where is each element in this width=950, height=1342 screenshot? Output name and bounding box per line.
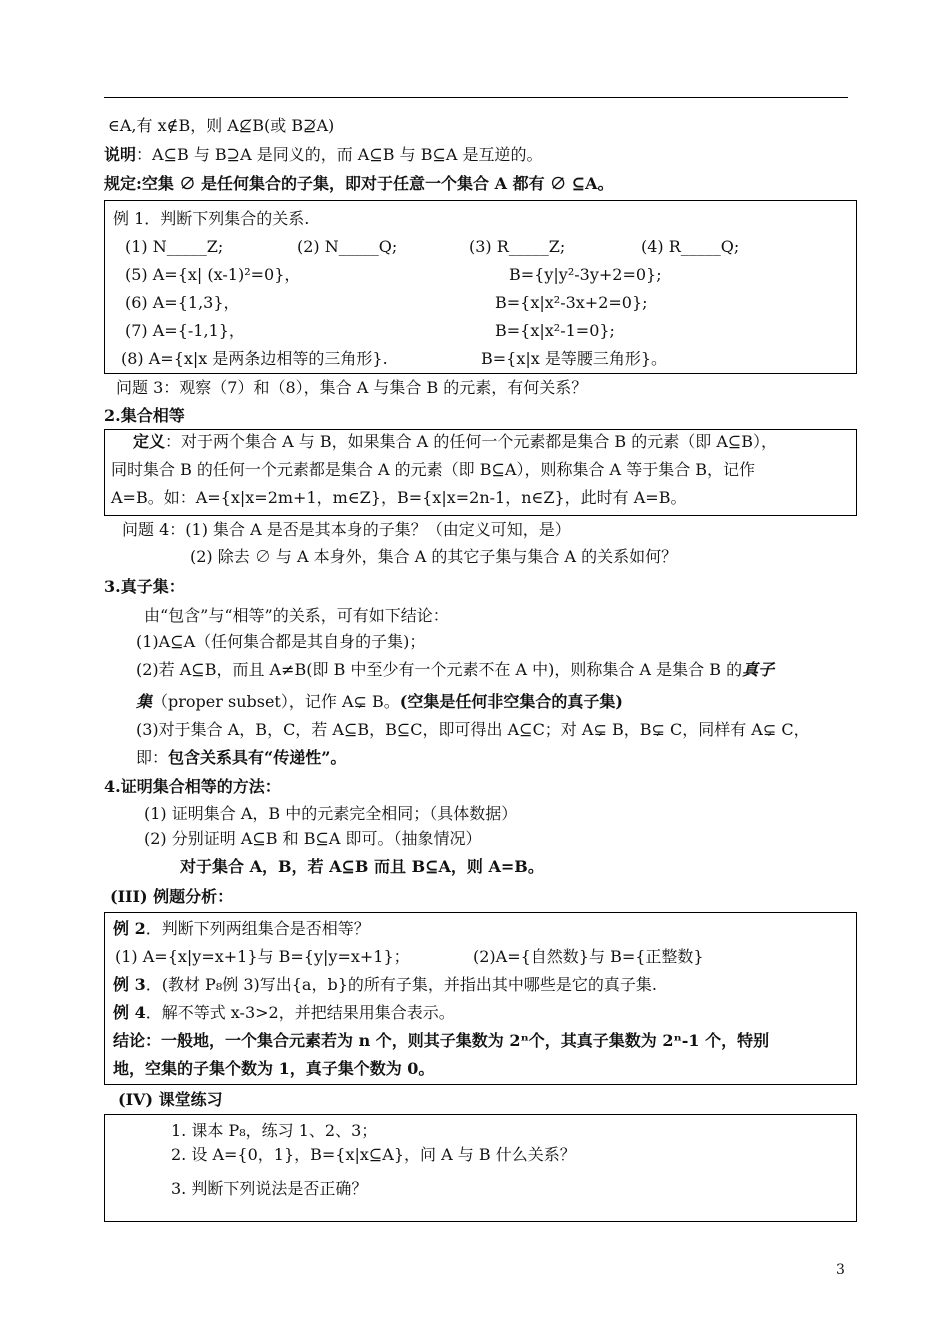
section3-point [136,692,623,712]
example3 [113,975,657,995]
explain-text: ：A⊆B 与 B⊇A 是同义的，而 A⊆B 与 B⊆A 是互逆的。 [136,145,543,164]
question4-part2: (2) 除去 ∅ 与 A 本身外，集合 A 的其它子集与集合 A 的关系如何？ [190,547,678,566]
section2-heading: 2.集合相等 [104,406,185,425]
example1-item: (7) A={-1,1}， [125,321,245,340]
definition-text: ：对于两个集合 A 与 B，如果集合 A 的任何一个元素都是集合 B 的元素（即 A⊆B）， [165,432,778,451]
section4-conclusion: 对于集合 A，B，若 A⊆B 而且 B⊆A，则 A=B。 [180,857,544,876]
example2-part: (2)A={自然数}与 B={正整数} [473,947,704,966]
method-item: (1) 证明集合 A，B 中的元素完全相同；（具体数据） [144,804,518,823]
text-line: ∈A,有 x∉B，则 A⊈B(或 B⊉A) [108,116,335,135]
example1-item: B={y|y²-3y+2=0}; [509,265,662,284]
section3-point-text: （proper subset），记作 A⊊ B。 [152,692,400,711]
question3: 问题 3：观察（7）和（8），集合 A 与集合 B 的元素，有何关系？ [116,378,588,397]
example1-item: (8) A={x|x 是两条边相等的三角形}. [121,349,388,368]
rule: 规定:空集 ∅ 是任何集合的子集，即对于任意一个集合 A 都有 ∅ ⊆A。 [104,174,614,193]
definition-line [133,432,777,452]
practice-item: 1. 课本 P₈，练习 1、2、3； [171,1121,378,1140]
example-text: ．解不等式 x-3>2，并把结果用集合表示。 [145,1003,455,1022]
example4 [113,1003,455,1023]
example1-item: B={x|x 是等腰三角形}。 [481,349,668,368]
question4-part1: 问题 4：(1) 集合 A 是否是其本身的子集？（由定义可知，是） [122,520,571,539]
example1-item: (1) N_____Z; [125,237,224,256]
practice-box [104,1114,857,1222]
proper-subset-term: 集 [136,692,153,711]
example-text: ．(教材 P₈例 3)写出{a，b}的所有子集，并指出其中哪些是它的真子集. [145,975,657,994]
example2-part: (1) A={x|y=x+1}与 B={y|y=x+1}； [115,947,410,966]
example-label: 例 4 [113,1003,146,1022]
definition-label: 定义 [133,432,166,451]
proper-subset-term: 真子 [742,660,775,679]
section3-point [136,748,346,768]
example-label: 例 3 [113,975,146,994]
section3-point [136,660,774,680]
section3-heading: 3.真子集： [104,577,185,596]
explanation [104,145,543,165]
section3-note: (空集是任何非空集合的真子集) [399,692,623,711]
example1-item: (6) A={1,3}， [125,293,240,312]
example1-item: B={x|x²-1=0}; [495,321,615,340]
example-label: 例 2 [113,919,146,938]
section3-point: (1)A⊆A（任何集合都是其自身的子集)； [136,632,426,651]
examples-conclusion: 地，空集的子集个数为 1，真子集个数为 0。 [113,1059,435,1078]
example1-item: (2) N_____Q; [297,237,398,256]
example-text: ．判断下列两组集合是否相等？ [145,919,370,938]
practice-item: 2. 设 A={0，1}，B={x|x⊆A}，问 A 与 B 什么关系？ [171,1145,576,1164]
section3-intro: 由“包含”与“相等”的关系，可有如下结论： [144,606,449,625]
section3-point-text: (2)若 A⊆B，而且 A≠B(即 B 中至少有一个元素不在 A 中)，则称集合 A 是集合 B 的 [136,660,743,679]
practice-item: 3. 判断下列说法是否正确？ [171,1179,368,1198]
definition-line: 同时集合 B 的任何一个元素都是集合 A 的元素（即 B⊆A），则称集合 A 等于集合 B，记作 [111,460,756,479]
section3-point-text: 即： [136,748,169,767]
example1-item: (5) A={x| (x-1)²=0}， [125,265,301,284]
examples-box [104,912,857,1085]
method-item: (2) 分别证明 A⊆B 和 B⊆A 即可。（抽象情况） [144,829,482,848]
section-iii-heading: (III) 例题分析： [110,887,234,906]
transitivity-statement: 包含关系具有“传递性”。 [168,748,347,767]
header-rule [104,97,848,98]
example1-item: B={x|x²-3x+2=0}; [495,293,648,312]
example1-title: 例 1．判断下列集合的关系. [113,209,310,228]
example1-item: (4) R_____Q; [641,237,740,256]
section3-point: (3)对于集合 A，B，C，若 A⊆B，B⊆C，即可得出 A⊆C；对 A⊊ B，B⊊ C，同样有 A⊊ C， [136,720,810,739]
examples-conclusion: 结论：一般地，一个集合元素若为 n 个，则其子集数为 2ⁿ个，其真子集数为 2ⁿ-1 个，特别 [113,1031,770,1050]
example1-box [104,200,857,374]
example1-item: (3) R_____Z; [469,237,566,256]
definition-line: A=B。如：A={x|x=2m+1，m∈Z}，B={x|x=2n-1，n∈Z}，此时有 A=B。 [111,488,687,507]
section4-heading: 4.证明集合相等的方法： [104,777,281,796]
page-number: 3 [836,1262,845,1278]
explain-label: 说明 [104,145,137,164]
example2 [113,919,370,939]
definition-box [104,429,857,516]
section-iv-heading: (IV) 课堂练习 [118,1090,223,1109]
